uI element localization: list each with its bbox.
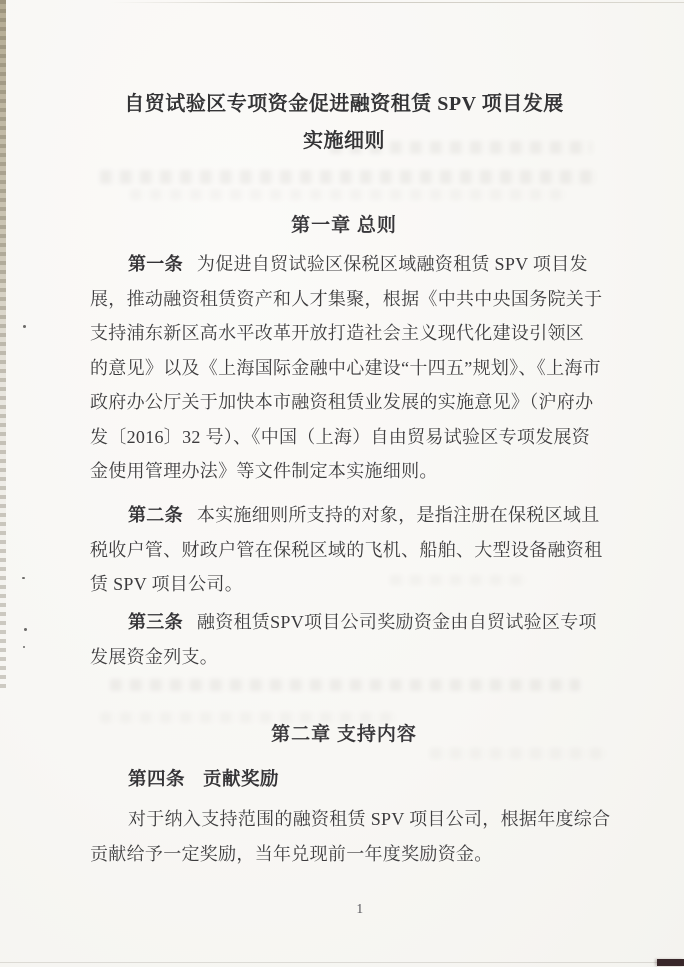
article-1-paragraph [90, 247, 603, 489]
text-line [90, 247, 598, 282]
text-line-content: 融资租赁SPV项目公司奖励资金由自贸试验区专项 [196, 612, 597, 632]
scan-speck [22, 577, 25, 579]
article-2-label: 第二条 [128, 505, 183, 525]
bleedthrough-artifact [100, 170, 598, 184]
scan-speck [23, 325, 26, 328]
scan-bottom-edge-line [0, 962, 684, 963]
document-title [90, 86, 598, 160]
text-line: 的意见》以及《上海国际金融中心建设“十四五”规划》、《上海市 [90, 357, 601, 378]
scanner-edge-strip [0, 0, 6, 690]
scan-top-edge-line [110, 2, 684, 3]
chapter-2-heading: 第二章 支持内容 [271, 724, 417, 745]
scan-speck [24, 628, 27, 631]
text-line: 对于纳入支持范围的融资租赁 SPV 项目公司，根据年度综合 [128, 809, 611, 829]
article-2-paragraph [90, 498, 603, 602]
article-4-paragraph [90, 802, 611, 871]
article-4-label: 第四条 [128, 770, 186, 790]
bleedthrough-artifact [110, 679, 580, 691]
bleedthrough-artifact [430, 748, 610, 759]
text-line: 展，推动融资租赁资产和人才集聚，根据《中共中央国务院关于 [90, 288, 603, 309]
article-1-label: 第一条 [128, 254, 183, 274]
page-number: 1 [356, 901, 364, 916]
text-line: 发〔2016〕32 号）、《中国（上海）自由贸易试验区专项发展资 [90, 426, 591, 447]
text-line: 贡献给予一定奖励，当年兑现前一年度奖励资金。 [90, 843, 493, 864]
article-3-paragraph [90, 605, 598, 674]
text-line: 支持浦东新区高水平改革开放打造社会主义现代化建设引领区 [90, 323, 585, 343]
document-title-line-1: 自贸试验区专项资金促进融资租赁 SPV 项目发展 [124, 93, 564, 115]
bleedthrough-artifact [130, 189, 570, 200]
document-title-line-2: 实施细则 [303, 130, 385, 152]
scan-corner-mark [657, 959, 684, 966]
article-4-heading [90, 765, 598, 791]
text-line [90, 605, 598, 640]
text-line: 发展资金列支。 [90, 646, 219, 667]
scan-speck [23, 646, 25, 648]
text-line: 赁 SPV 项目公司。 [90, 574, 243, 594]
article-3-label: 第三条 [128, 612, 183, 632]
text-line: 政府办公厅关于加快本市融资租赁业发展的实施意见》（沪府办 [90, 392, 594, 412]
text-line: 税收户管、财政户管在保税区域的飞机、船舶、大型设备融资租 [90, 539, 603, 560]
article-4-heading-text: 贡献奖励 [203, 770, 280, 790]
text-line: 金使用管理办法》等文件制定本实施细则。 [90, 461, 438, 481]
text-line-content: 本实施细则所支持的对象，是指注册在保税区域且 [196, 505, 600, 525]
text-line-content: 为促进自贸试验区保税区域融资租赁 SPV 项目发 [196, 254, 588, 274]
text-line [90, 498, 598, 533]
chapter-1-heading: 第一章 总则 [291, 215, 397, 236]
